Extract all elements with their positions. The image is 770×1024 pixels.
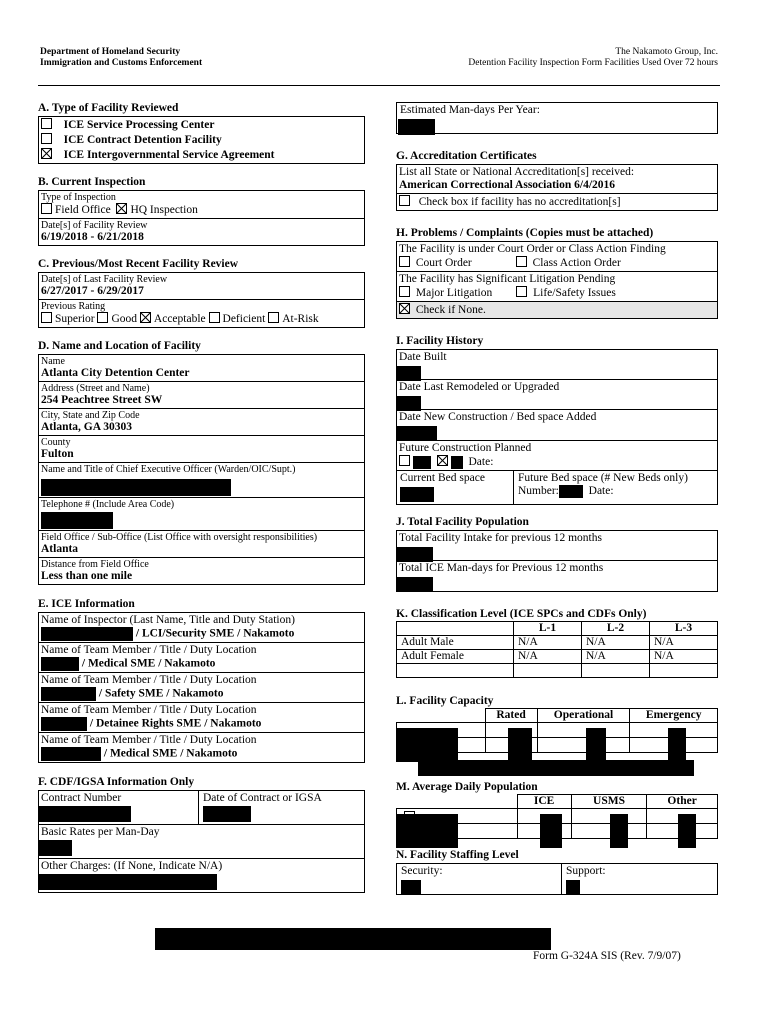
table-cell: N/A [582, 636, 650, 650]
review-dates-value: 6/19/2018 - 6/21/2018 [41, 231, 144, 243]
checkbox-icon[interactable] [516, 286, 527, 297]
redaction-block [396, 728, 458, 762]
future-bed-label: Future Bed space (# New Beds only) [518, 472, 688, 484]
table-cell: N/A [650, 650, 718, 664]
redaction-block [396, 814, 458, 848]
future-bed-number-label: Number: [518, 485, 559, 498]
redaction-block [668, 728, 686, 762]
col-emergency: Emergency [630, 709, 718, 723]
section-b-box [38, 190, 365, 246]
rating-at-risk: At-Risk [282, 313, 319, 325]
checked-checkbox-icon[interactable] [41, 148, 52, 159]
inspection-type-label: Type of Inspection [41, 192, 116, 203]
table-row [397, 636, 718, 650]
field-office-oversight-label: Field Office / Sub-Office (List Office with oversight responsibilities) [41, 532, 318, 543]
redaction-block [400, 487, 434, 502]
section-c-box [38, 272, 365, 328]
phone-row [39, 498, 364, 531]
table-cell: N/A [582, 650, 650, 664]
section-i-title: I. Facility History [396, 335, 484, 347]
section-f-title: F. CDF/IGSA Information Only [38, 776, 195, 788]
inspector-value: / LCI/Security SME / Nakamoto [135, 627, 295, 640]
redaction-block [39, 806, 131, 822]
checkbox-icon[interactable] [399, 286, 410, 297]
checkbox-icon[interactable] [516, 256, 527, 267]
ice-mandays-label: Total ICE Man-days for Previous 12 months [399, 562, 604, 574]
major-litigation-option: Major Litigation [415, 287, 493, 299]
table-cell: N/A [514, 650, 582, 664]
team-member-4-row [39, 733, 364, 762]
col-operational: Operational [537, 709, 630, 723]
table-row [397, 650, 718, 664]
redaction-block [41, 479, 231, 496]
option-spc-label: ICE Service Processing Center [63, 119, 215, 131]
contract-date-label: Date of Contract or IGSA [203, 792, 322, 804]
remodeled-label: Date Last Remodeled or Upgraded [399, 381, 560, 393]
redaction-block [39, 874, 217, 890]
company-name: The Nakamoto Group, Inc. [615, 47, 718, 57]
checkbox-icon[interactable] [41, 203, 52, 214]
rates-label: Basic Rates per Man-Day [41, 826, 160, 838]
team-member-2-value: / Safety SME / Nakamoto [98, 687, 224, 700]
redaction-block [586, 728, 606, 762]
accreditation-list-label: List all State or National Accreditation[s] received: [399, 166, 635, 178]
future-construction-label: Future Construction Planned [399, 442, 532, 454]
redaction-block [397, 426, 437, 441]
section-e-title: E. ICE Information [38, 598, 135, 610]
no-accreditation-row[interactable] [397, 194, 717, 210]
section-n-box [396, 863, 718, 895]
distance-label: Distance from Field Office [41, 559, 149, 570]
redaction-block [41, 512, 113, 529]
header-rule [38, 85, 720, 86]
ice-mandays-row [397, 561, 717, 591]
section-d-title: D. Name and Location of Facility [38, 340, 201, 352]
checkbox-icon[interactable] [209, 312, 220, 323]
checked-checkbox-icon[interactable] [116, 203, 127, 214]
checkbox-icon[interactable] [268, 312, 279, 323]
litigation-row [397, 272, 717, 302]
support-label: Support: [566, 865, 606, 877]
check-none-row[interactable] [397, 302, 717, 318]
section-j-box [396, 530, 718, 592]
new-construction-label: Date New Construction / Bed space Added [399, 411, 597, 423]
agency-name: Immigration and Customs Enforcement [40, 58, 203, 68]
contract-number-label: Contract Number [41, 792, 122, 804]
county-label: County [41, 437, 71, 448]
check-none-label: Check if None. [415, 304, 486, 316]
section-c-title: C. Previous/Most Recent Facility Review [38, 258, 239, 270]
review-dates-label: Date[s] of Facility Review [41, 220, 148, 231]
redaction-block [397, 396, 421, 411]
redaction-block [41, 627, 133, 641]
facility-name-row [39, 355, 364, 382]
redaction-block [155, 928, 551, 950]
previous-rating-label: Previous Rating [41, 301, 106, 312]
col-rated: Rated [485, 709, 537, 723]
field-office-row [39, 531, 364, 558]
section-m-title: M. Average Daily Population [396, 781, 538, 793]
current-bed-label: Current Bed space [400, 472, 485, 484]
redaction-block [397, 366, 421, 381]
row-label: Adult Female [397, 650, 514, 664]
previous-rating-row [39, 300, 364, 327]
court-order-row [397, 242, 717, 272]
section-k-title: K. Classification Level (ICE SPCs and CDFs Only) [396, 608, 647, 620]
checkbox-icon[interactable] [399, 455, 410, 466]
redaction-block [559, 485, 583, 498]
left-column [38, 102, 365, 893]
section-a-box [38, 116, 365, 164]
section-b-title: B. Current Inspection [38, 176, 146, 188]
redaction-block [39, 840, 72, 856]
form-number: Form G-324A SIS (Rev. 7/9/07) [533, 950, 681, 962]
ceo-row [39, 463, 364, 498]
review-dates-row [39, 219, 364, 245]
team-member-4-value: / Medical SME / Nakamoto [103, 747, 238, 760]
last-review-label: Date[s] of Last Facility Review [41, 274, 168, 285]
rating-good: Good [111, 313, 138, 325]
redaction-block [401, 880, 421, 895]
inspector-label: Name of Inspector (Last Name, Title and Duty Station) [41, 614, 295, 626]
future-construction-row [397, 441, 717, 471]
redaction-block [398, 119, 435, 135]
population-table-wrap [396, 794, 718, 839]
redaction-block [397, 547, 433, 562]
redaction-block [678, 814, 696, 848]
col-ice: ICE [517, 795, 571, 809]
hq-inspection-label: HQ Inspection [130, 204, 198, 216]
redaction-block [41, 717, 87, 731]
checkbox-icon[interactable] [97, 312, 108, 323]
redaction-block [397, 577, 433, 592]
team-member-label: Name of Team Member / Title / Duty Location [41, 704, 257, 716]
other-charges-row [39, 859, 364, 892]
col-l3: L-3 [650, 622, 718, 636]
county-value: Fulton [41, 448, 74, 460]
team-member-label: Name of Team Member / Title / Duty Location [41, 734, 257, 746]
col-l2: L-2 [582, 622, 650, 636]
facility-name-value: Atlanta City Detention Center [41, 367, 190, 379]
accreditation-row [397, 165, 717, 194]
no-accreditation-label: Check box if facility has no accreditation[s] [418, 196, 621, 208]
team-member-3-row [39, 703, 364, 733]
section-g-box [396, 164, 718, 211]
rating-deficient: Deficient [222, 313, 266, 325]
address-row [39, 382, 364, 409]
checkbox-icon[interactable] [399, 195, 410, 206]
inspection-type-row [39, 191, 364, 219]
rates-row [39, 825, 364, 859]
table-cell: N/A [650, 636, 718, 650]
last-review-row [39, 273, 364, 300]
field-office-value: Atlanta [41, 543, 79, 555]
row-label: Adult Male [397, 636, 514, 650]
rating-superior: Superior [55, 313, 95, 325]
section-h-title: H. Problems / Complaints (Copies must be attached) [396, 227, 654, 239]
county-row [39, 436, 364, 463]
header-right [468, 47, 718, 69]
redaction-block [566, 880, 580, 895]
date-built-label: Date Built [399, 351, 447, 363]
ceo-label: Name and Title of Chief Executive Officer (Warden/OIC/Supt.) [41, 464, 296, 475]
section-d-box [38, 354, 365, 585]
city-value: Atlanta, GA 30303 [41, 421, 133, 433]
section-l-title: L. Facility Capacity [396, 695, 494, 707]
section-i-box [396, 349, 718, 505]
col-l1: L-1 [514, 622, 582, 636]
section-f-box [38, 790, 365, 893]
class-action-option: Class Action Order [532, 257, 621, 269]
bed-space-row [397, 471, 717, 504]
court-order-option: Court Order [415, 257, 472, 269]
checkbox-icon[interactable] [41, 312, 52, 323]
life-safety-option: Life/Safety Issues [533, 287, 616, 299]
distance-value: Less than one mile [41, 570, 133, 582]
section-n-title: N. Facility Staffing Level [396, 849, 519, 861]
col-other: Other [647, 795, 718, 809]
table-cell: N/A [514, 636, 582, 650]
redaction-block [41, 747, 101, 761]
city-label: City, State and Zip Code [41, 410, 140, 421]
team-member-1-value: / Medical SME / Nakamoto [81, 657, 216, 670]
date-built-row [397, 350, 717, 380]
redaction-block [203, 806, 251, 822]
future-bed-date-label: Date: [588, 485, 614, 498]
option-cdf[interactable] [39, 132, 364, 147]
inspector-row [39, 613, 364, 643]
accreditation-value: American Correctional Association 6/4/2016 [399, 179, 616, 191]
redaction-block [41, 687, 96, 701]
redaction-block [418, 760, 694, 776]
redaction-block [41, 657, 79, 671]
city-row [39, 409, 364, 436]
new-construction-row [397, 410, 717, 441]
remodeled-row [397, 380, 717, 410]
checkbox-icon[interactable] [41, 118, 52, 129]
rating-acceptable: Acceptable [153, 313, 206, 325]
estimated-mandays-label: Estimated Man-days Per Year: [400, 104, 540, 116]
redaction-block [508, 728, 532, 762]
option-igsa[interactable] [39, 147, 364, 163]
option-cdf-label: ICE Contract Detention Facility [63, 134, 222, 146]
checked-checkbox-icon[interactable] [399, 303, 410, 314]
section-h-box [396, 241, 718, 319]
last-review-value: 6/27/2017 - 6/29/2017 [41, 285, 144, 297]
phone-label: Telephone # (Include Area Code) [41, 499, 175, 510]
intake-label: Total Facility Intake for previous 12 months [399, 532, 602, 544]
contract-row [39, 791, 364, 825]
team-member-label: Name of Team Member / Title / Duty Location [41, 674, 257, 686]
col-usms: USMS [571, 795, 646, 809]
classification-table [396, 621, 718, 678]
redaction-block [540, 814, 562, 848]
checkbox-icon[interactable] [41, 133, 52, 144]
option-igsa-label: ICE Intergovernmental Service Agreement [63, 149, 275, 161]
section-j-title: J. Total Facility Population [396, 516, 529, 528]
department-name: Department of Homeland Security [40, 47, 181, 57]
distance-row [39, 558, 364, 584]
section-e-box [38, 612, 365, 763]
court-order-label: The Facility is under Court Order or Class Action Finding [399, 243, 666, 255]
section-a-title: A. Type of Facility Reviewed [38, 102, 179, 114]
intake-row [397, 531, 717, 561]
checked-checkbox-icon[interactable] [140, 312, 151, 323]
form-title: Detention Facility Inspection Form Facilities Used Over 72 hours [468, 58, 718, 68]
checkbox-icon[interactable] [399, 256, 410, 267]
address-value: 254 Peachtree Street SW [41, 394, 163, 406]
redaction-block [451, 456, 463, 469]
field-office-label: Field Office [55, 204, 111, 216]
redaction-block [610, 814, 628, 848]
estimated-mandays-box [396, 102, 718, 134]
other-charges-label: Other Charges: (If None, Indicate N/A) [41, 860, 223, 872]
header-left [40, 47, 202, 69]
redaction-block [413, 456, 431, 469]
section-g-title: G. Accreditation Certificates [396, 150, 537, 162]
future-date-label: Date: [468, 456, 494, 468]
address-label: Address (Street and Name) [41, 383, 150, 394]
team-member-label: Name of Team Member / Title / Duty Location [41, 644, 257, 656]
facility-name-label: Name [41, 356, 65, 367]
team-member-1-row [39, 643, 364, 673]
team-member-3-value: / Detainee Rights SME / Nakamoto [89, 717, 262, 730]
litigation-label: The Facility has Significant Litigation Pending [399, 273, 616, 285]
team-member-2-row [39, 673, 364, 703]
capacity-table-wrap [396, 708, 718, 771]
right-column [396, 102, 718, 895]
option-spc[interactable] [39, 117, 364, 132]
security-label: Security: [401, 865, 443, 877]
checked-checkbox-icon[interactable] [437, 455, 448, 466]
